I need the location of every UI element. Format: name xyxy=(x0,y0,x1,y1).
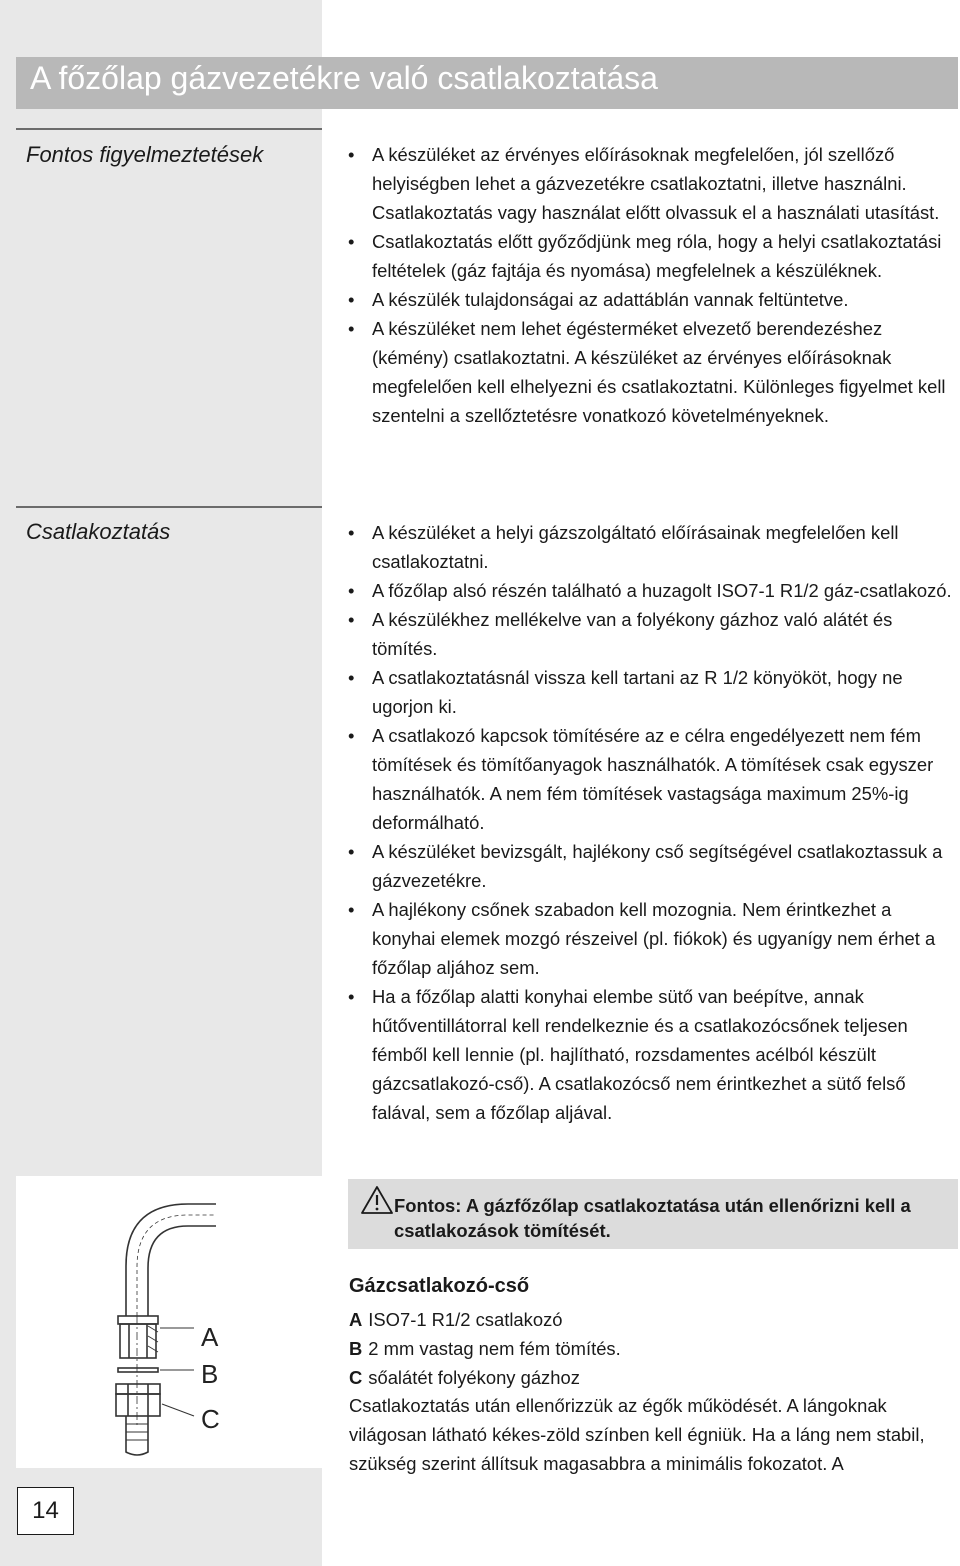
part-row xyxy=(349,1363,621,1392)
list-item: • A hajlékony csőnek szabadon kell mozognia. Nem érintkezhet a konyhai elemek mozgó részeivel (pl. fiókok) és ugyanígy nem érhet a főzőlap aljához sem. xyxy=(346,895,958,982)
list-item: • A készüléket nem lehet égésterméket elvezető berendezéshez (kémény) csatlakoztatni. A készüléket az érvényes előírásoknak megfelelően kell elhelyezni és csatlakoztatni. Különleges figyelmet kell szentelni a szellőztetésre vonatkozó követelményeknek. xyxy=(346,314,958,430)
part-description: ISO7-1 R1/2 csatlakozó xyxy=(368,1309,563,1330)
part-letter: B xyxy=(349,1338,363,1359)
list-item: • A készüléket a helyi gázszolgáltató előírásainak megfelelően kell csatlakoztatni. xyxy=(346,518,958,576)
part-row xyxy=(349,1305,621,1334)
list-item: • A készüléket az érvényes előírásoknak megfelelően, jól szellőző helyiségben lehet a gázvezetékre csatlakoztatni, illetve használni. Csatlakoztatás vagy használat előtt olvassuk el a használati utasítást. xyxy=(346,140,958,227)
list-item: • A készülékhez mellékelve van a folyékony gázhoz való alátét és tömítés. xyxy=(346,605,958,663)
warning-triangle-icon xyxy=(360,1185,394,1215)
section-heading-warnings: Fontos figyelmeztetések xyxy=(26,142,264,167)
section-heading-connection: Csatlakoztatás xyxy=(26,519,171,544)
connector-parts-list xyxy=(349,1305,621,1392)
warnings-list xyxy=(346,140,958,430)
list-item: • A főzőlap alsó részén található a huzagolt ISO7-1 R1/2 gáz-csatlakozó. xyxy=(346,576,958,605)
part-letter: A xyxy=(349,1309,363,1330)
warning-box xyxy=(348,1179,958,1249)
after-connection-text: Csatlakoztatás után ellenőrizzük az égők működését. A lángoknak világosan látható kékes-zöld színben kell égniük. Ha a láng nem stabil, szükség szerint állítsuk magasabbra a minimális fokozatot. A xyxy=(349,1395,925,1474)
list-item: • A készüléket bevizsgált, hajlékony cső segítségével csatlakoztassuk a gázvezetékre. xyxy=(346,837,958,895)
gas-pipe-drawing xyxy=(16,1176,322,1468)
part-description: sőalátét folyékony gázhoz xyxy=(368,1367,580,1388)
figure-label-a: A xyxy=(201,1322,219,1352)
section-divider xyxy=(16,128,322,130)
part-description: 2 mm vastag nem fém tömítés. xyxy=(368,1338,621,1359)
list-item: • A csatlakoztatásnál vissza kell tartani az R 1/2 könyököt, hogy ne ugorjon ki. xyxy=(346,663,958,721)
page-number xyxy=(17,1487,74,1535)
figure-label-b: B xyxy=(201,1359,219,1389)
warning-text: Fontos: A gázfőzőlap csatlakoztatása után ellenőrizni kell a csatlakozások tömítését. xyxy=(394,1195,911,1241)
list-item: • A készülék tulajdonságai az adattáblán vannak feltüntetve. xyxy=(346,285,958,314)
gas-connector-figure xyxy=(16,1176,322,1468)
figure-label-c: C xyxy=(201,1404,220,1434)
section-divider xyxy=(16,506,322,508)
list-item: • A csatlakozó kapcsok tömítésére az e célra engedélyezett nem fém tömítések és tömítőanyagok használhatók. A tömítések csak egyszer használhatók. A nem fém tömítések vastagsága maximum 25%-ig deformálható. xyxy=(346,721,958,837)
connection-list xyxy=(346,518,958,1127)
list-item: • Ha a főzőlap alatti konyhai elembe sütő van beépítve, annak hűtőventillátorral kell rendelkeznie és a csatlakozócsőnek teljesen fémből kell lennie (pl. hajlítható, rozsdamentes acélból készült gázcsatlakozó-cső). A csatlakozócső nem érintkezhet a sütő felső falával, sem a főzőlap aljával. xyxy=(346,982,958,1127)
part-letter: C xyxy=(349,1367,363,1388)
page-title: A főzőlap gázvezetékre való csatlakoztatása xyxy=(30,60,658,96)
connector-title: Gázcsatlakozó-cső xyxy=(349,1275,530,1297)
list-item: • Csatlakoztatás előtt győződjünk meg róla, hogy a helyi csatlakoztatási feltételek (gáz fajtája és nyomása) megfelelnek a készüléknek. xyxy=(346,227,958,285)
part-row xyxy=(349,1334,621,1363)
page-number-text: 14 xyxy=(32,1497,59,1524)
